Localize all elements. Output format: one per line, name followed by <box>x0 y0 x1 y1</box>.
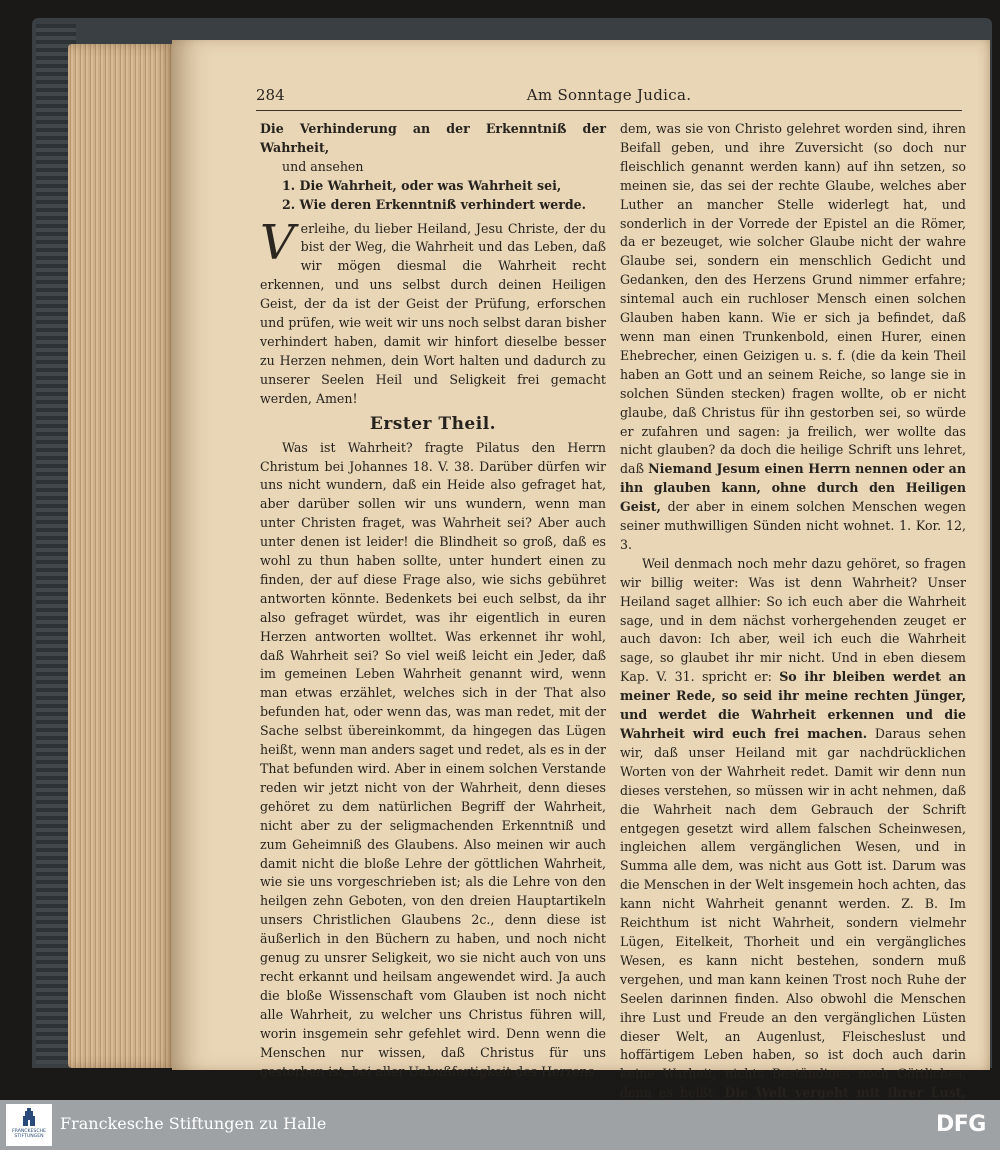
intro-line: Die Verhinderung an der Erkenntniß der Wahrheit, <box>260 121 606 155</box>
intro-line: und ansehen <box>282 158 364 174</box>
text-run: Daraus sehen wir, daß unser Heiland mit gar nachdrücklichen Worten von der Wahrheit redet. Damit wir denn nun dieses verstehen, so müssen wir in acht nehmen, daß die Wahrheit nach dem Gebrauch der Schrift entgegen gesetzt wird allem falschen Scheinwesen, ingleichen allem vergänglichen Wesen, und in Summa alle dem, was nicht aus Gott ist. Darum was die Menschen in der Welt insgemein hoch achten, das kann nicht Wahrheit genannt werden. Z. B. Im Reichthum ist nicht Wahrheit, sondern vielmehr Lügen, Eitelkeit, Thorheit und ein vergängliches Wesen, es kann nicht bestehen, sondern muß vergehen, und man kann keinen Trost noch Ruhe der Seelen darinnen finden. Also obwohl die Menschen ihre Lust und Freude an den vergänglichen Lüsten dieser Welt, an Augenlust, Fleischeslust und hoffärtigem Leben haben, so ist doch auch darin keine Warheit, nichts Beständiges noch Göttliches, denn es heißt: <box>620 726 966 1100</box>
opening-prayer <box>260 214 606 409</box>
outline-point: 1. Die Wahrheit, oder was Wahrheit sei, <box>282 177 562 193</box>
left-column <box>260 120 606 1081</box>
page-number: 284 <box>256 86 285 104</box>
running-header <box>256 84 962 108</box>
right-column <box>620 120 966 1100</box>
emphasized-quote: Die Welt vergeht mit ihrer Lust, <box>724 1085 966 1100</box>
institution-name[interactable]: Franckesche Stiftungen zu Halle <box>60 1114 327 1133</box>
text-run: der aber in einem solchen Menschen wegen seiner muthwilligen Sünden nicht wohnet. 1. Kor. 12, 3. <box>620 499 966 552</box>
institution-logo[interactable] <box>6 1104 52 1146</box>
prayer-text: erleihe, du lieber Heiland, Jesu Christe, der du bist der Weg, die Wahrheit und das Leben, daß wir mögen diesmal die Wahrheit recht erkennen, und uns selbst durch deinen Heiligen Geist, der da ist der Geist der Prüfung, erforschen und prüfen, wie weit wir uns noch selbst daran bisher verhindert haben, damit wir hinfort dieselbe besser zu Herzen nehmen, dein Wort halten und dadurch zu unserer Seelen Heil und Seligkeit frei gemacht werden, Amen! <box>260 220 606 406</box>
book-page <box>172 40 990 1100</box>
text-run: dem, was sie von Christo gelehret worden sind, ihren Beifall geben, und ihre Zuversicht (so doch nur fleischlich genannt werden kann) auf ihn setzen, so meinen sie, das sei der rechte Glaube, welches aber Luther an mancher Stelle widerlegt hat, und sonderlich in der Vorrede der Epistel an die Römer, da er bezeuget, wie solcher Glaube nicht der wahre Glaube sei, sondern ein menschlich Gedicht und Gedanken, den des Herzens Grund nimmer erfahre; sintemal auch ein ruchloser Mensch einen solchen Glauben haben kann. Wie er sich ja befindet, daß wenn man einen Trunkenbold, einen Hurer, einen Ehebrecher, einen Geizigen u. s. f. (die da kein Theil haben an Gott und an seinem Reiche, so lange sie in solchen Sünden stecken) fragen wollte, ob er nicht glaube, daß Christus für ihn gestorben sei, so würde er zufahren und sagen: ja freilich, wer wollte das nicht glauben? da doch die heilige Schrift uns lehret, daß <box>620 121 966 477</box>
page-block-edge <box>68 44 176 1068</box>
body-paragraph <box>620 120 966 555</box>
body-paragraph: Was ist Wahrheit? fragte Pilatus den Herrn Christum bei Johannes 18. V. 38. Darüber dürfen wir uns nicht wundern, daß ein Heide also gefraget hat, aber darüber sollen wir uns wundern, wenn man unter Christen fraget, was Wahrheit sei? Aber auch unter denen ist leider! die Blindheit so groß, daß es wohl zu thun haben sollte, unter hundert einen zu finden, der auf diese Frage also, wie sichs gebühret antworten könnte. Bedenkets bei euch selbst, da ihr also gefraget würdet, was ihr eigentlich in euren Herzen antworten wolltet. Was erkennet ihr wohl, daß Wahrheit sei? So viel weiß leicht ein Jeder, daß im gemeinen Leben Wahrheit genannt wird, wenn man etwas erzählet, welches sich in der That also befunden hat, oder wenn das, was man redet, mit der Sache selbst übereinkommt, da hingegen das Lügen heißt, wenn man anders saget und redet, als es in der That befunden wird. Aber in einem solchen Verstande reden wir jetzt nicht von der Wahrheit, denn dieses gehöret zu dem natürlichen Begriff der Wahrheit, nicht aber zu der seligmachenden Erkenntniß und zum Geheimniß des Glaubens. Also meinen wir auch damit nicht die bloße Lehre der göttlichen Wahrheit, wie sie uns vorgeschrieben ist; als die Lehre von den heilgen zehn Geboten, von den dreien Hauptartikeln unsers Christlichen Glaubens 2c., denn diese ist äußerlich in den Büchern zu haben, und noch nicht genug zu unsrer Seligkeit, wo sie nicht auch von uns recht erkannt und heilsam angewendet wird. Ja auch die bloße Wissenschaft vom Glauben ist noch nicht alle Wahrheit, zu welcher uns Christus führen will, worin insgemein sehr gefehlet wird. Denn wenn die Menschen nur wissen, daß Christus für uns gestorben ist, bei aller Unbußfertigkeit des Herzens <box>260 439 606 1079</box>
emphasized-quote: So ihr bleiben werdet an meiner Rede, so seid ihr meine rechten Jünger, und werdet die Wahrheit erkennen und die Wahrheit wird euch frei machen. <box>620 669 966 741</box>
dfg-logo[interactable]: DFG <box>936 1112 986 1137</box>
logo-caption: FRANCKESCHE STIFTUNGEN <box>12 1129 46 1139</box>
text-run: Weil denmach noch mehr dazu gehöret, so fragen wir billig weiter: Was ist denn Wahrheit? Unser Heiland saget allhier: So ich euch aber die Wahrheit sage, und in dem nächst vorhergehenden zeuget er auch davon: Ich aber, weil ich euch die Wahrheit sage, so glaubet ihr mir nicht. Und in eben diesem Kap. V. 31. spricht er: <box>620 555 966 685</box>
body-paragraph <box>620 555 966 1100</box>
drop-cap: V <box>260 214 295 271</box>
header-rule <box>256 110 962 111</box>
emphasized-quote: Niemand Jesum einen Herrn nennen oder an ihn glauben kann, ohne durch den Heiligen Geist, <box>620 461 966 515</box>
viewer-footer <box>0 1100 1000 1150</box>
outline-point: 2. Wie deren Erkenntniß verhindert werde. <box>282 196 587 212</box>
running-title: Am Sonntage Judica. <box>526 86 692 104</box>
section-heading: Erster Theil. <box>369 413 497 434</box>
building-icon <box>22 1108 36 1128</box>
